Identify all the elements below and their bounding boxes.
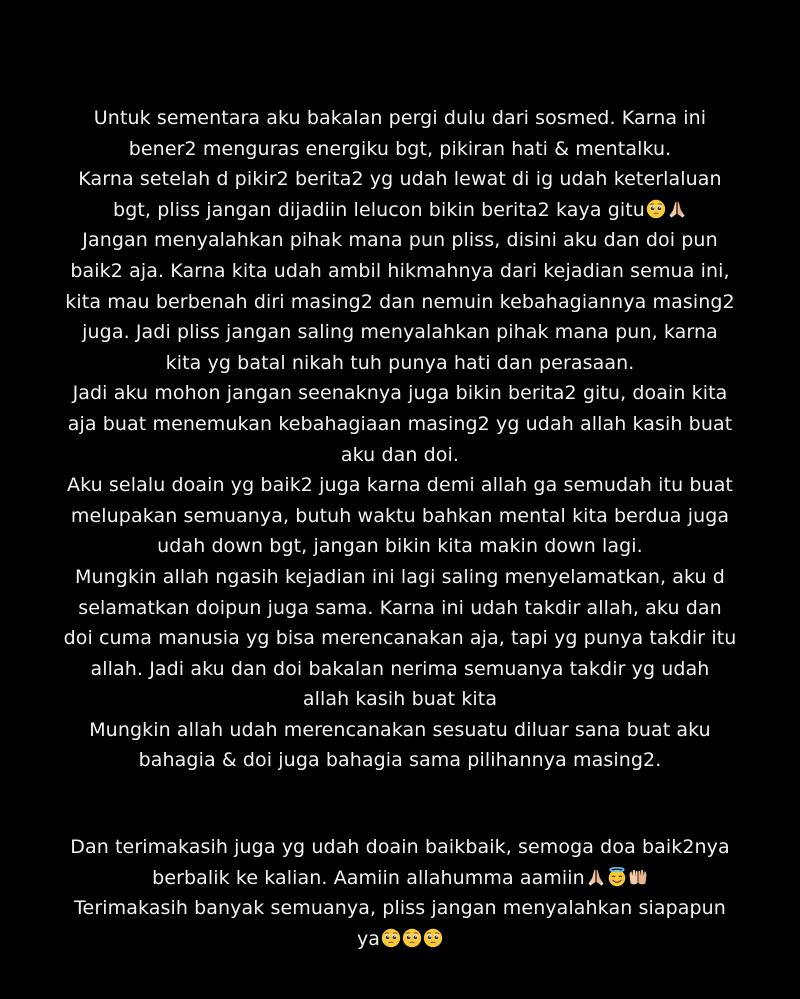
message-line: Mungkin allah ngasih kejadian ini lagi saling menyelamatkan, aku d — [75, 565, 725, 588]
message-line: kita yg batal nikah tuh punya hati dan perasaan. — [165, 351, 635, 374]
message-line: allah kasih buat kita — [302, 688, 498, 711]
message-line-with-emoji — [40, 863, 760, 894]
message-line: melupakan semuanya, butuh waktu bahkan mental kita berdua juga — [70, 504, 730, 527]
pleading-face-icon — [381, 928, 401, 948]
message-line: Jangan menyalahkan pihak mana pun pliss, disini aku dan doi pun — [82, 229, 718, 252]
message-line: aku dan doi. — [340, 443, 460, 466]
message-line: bahagia & doi juga bahagia sama pilihannya masing2. — [138, 749, 662, 772]
folded-hands-icon — [586, 867, 606, 887]
message-line-with-emoji — [40, 195, 760, 226]
message-line: Dan terimakasih juga yg udah doain baikbaik, semoga doa baik2nya — [70, 836, 730, 859]
message-line-text: berbalik ke kalian. Aamiin allahumma aamiin — [152, 866, 585, 889]
message-line: kita mau berbenah diri masing2 dan nemuin kebahagiannya masing2 — [65, 290, 735, 313]
story-message — [40, 103, 760, 954]
palms-up-together-icon — [628, 867, 648, 887]
pleading-face-icon — [646, 199, 666, 219]
message-line: doi cuma manusia yg bisa merencanakan aja, tapi yg punya takdir itu — [63, 627, 737, 650]
message-line-text: ya — [356, 927, 381, 950]
message-line: allah. Jadi aku dan doi bakalan nerima semuanya takdir yg udah — [90, 657, 710, 680]
message-line: Mungkin allah udah merencanakan sesuatu diluar sana buat aku — [89, 718, 711, 741]
message-line: Karna setelah d pikir2 berita2 yg udah lewat di ig udah keterlaluan — [78, 168, 722, 191]
message-line: udah down bgt, jangan bikin kita makin down lagi. — [157, 535, 643, 558]
message-line: bener2 menguras energiku bgt, pikiran hati & mentalku. — [128, 137, 672, 160]
message-line: baik2 aja. Karna kita udah ambil hikmahnya dari kejadian semua ini, — [70, 259, 730, 282]
paragraph-spacer — [40, 776, 760, 832]
message-line-with-emoji — [40, 924, 760, 955]
pleading-face-icon — [423, 928, 443, 948]
message-line: Aku selalu doain yg baik2 juga karna demi allah ga semudah itu buat — [67, 474, 733, 497]
message-line: Jadi aku mohon jangan seenaknya juga bikin berita2 gitu, doain kita — [72, 382, 728, 405]
pleading-face-icon — [402, 928, 422, 948]
message-line: selamatkan doipun juga sama. Karna ini udah takdir allah, aku dan — [78, 596, 722, 619]
folded-hands-icon — [667, 199, 687, 219]
message-line: Untuk sementara aku bakalan pergi dulu dari sosmed. Karna ini — [93, 107, 707, 129]
message-line: Terimakasih banyak semuanya, pliss jangan menyalahkan siapapun — [74, 897, 726, 920]
message-line: aja buat menemukan kebahagiaan masing2 yg udah allah kasih buat — [67, 412, 733, 435]
message-line: juga. Jadi pliss jangan saling menyalahkan pihak mana pun, karna — [82, 321, 718, 344]
smiling-face-with-halo-icon — [607, 867, 627, 887]
message-line-text: bgt, pliss jangan dijadiin lelucon bikin berita2 kaya gitu — [113, 198, 645, 221]
